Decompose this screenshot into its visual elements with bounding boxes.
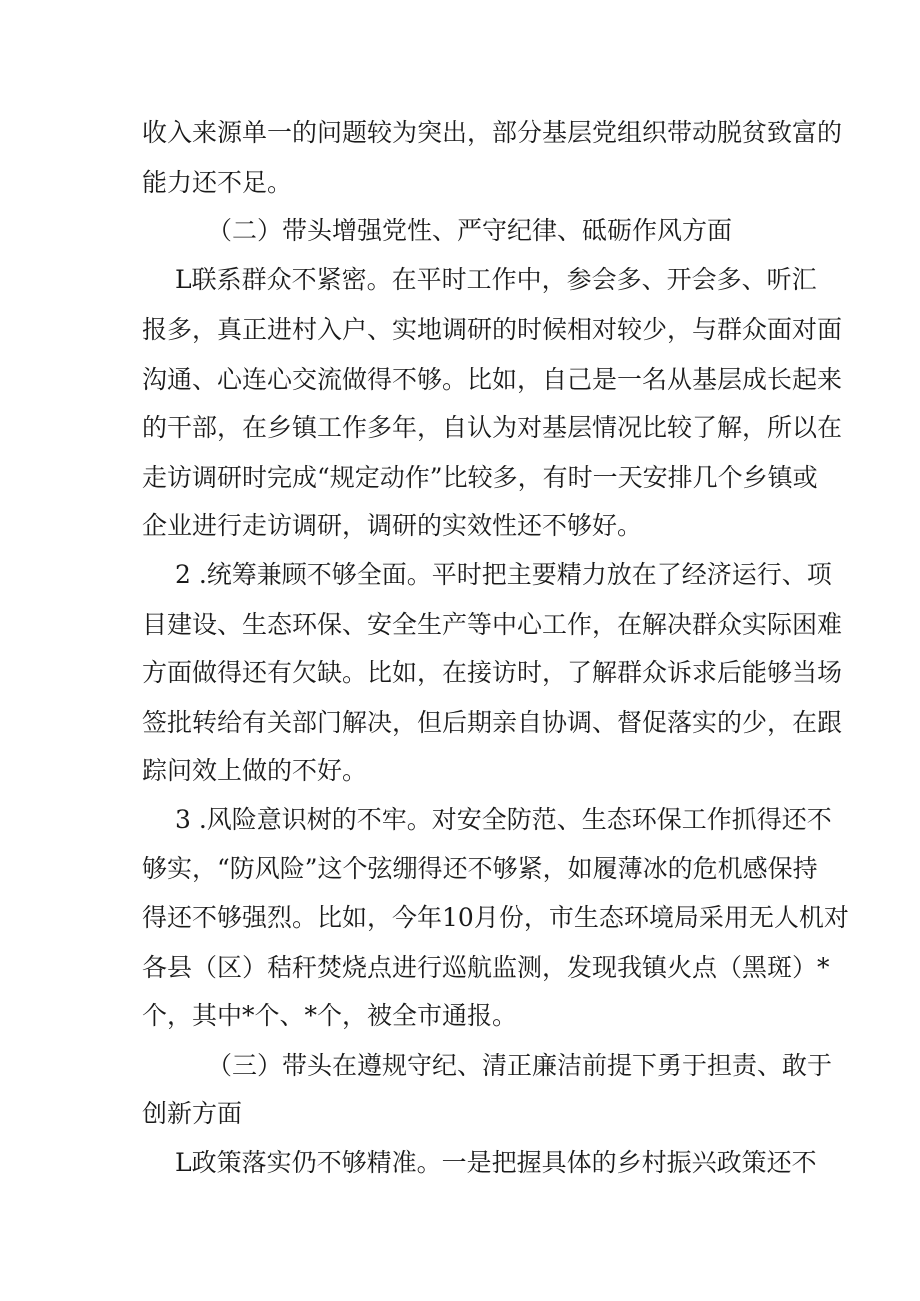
- section-heading-3-cont: 创新方面: [142, 1099, 243, 1128]
- body-line-4: 沟通、心连心交流做得不够。比如，自己是一名从基层成长起来: [142, 365, 843, 394]
- body-line-15: 个，其中*个、*个，被全市通报。: [142, 1001, 518, 1030]
- body-line-7: 企业进行走访调研，调研的实效性还不够好。: [142, 511, 643, 540]
- body-line-8: 目建设、生态环保、安全生产等中心工作，在解决群众实际困难: [142, 610, 843, 639]
- body-line-11: 踪问效上做的不好。: [142, 756, 368, 785]
- item-heading-1: L联系群众不紧密。在平时工作中，参会多、开会多、听汇: [175, 265, 817, 294]
- body-line-9: 方面做得还有欠缺。比如，在接访时，了解群众诉求后能够当场: [142, 658, 843, 687]
- item-heading-2: 2 .统筹兼顾不够全面。平时把主要精力放在了经济运行、项: [175, 560, 832, 589]
- body-line-14: 各县（区）秸秆焚烧点进行巡航监测，发现我镇火点（黑斑）*: [142, 953, 830, 982]
- body-line-1: 收入来源单一的问题较为突出，部分基层党组织带动脱贫致富的: [142, 118, 843, 147]
- body-line-3: 报多，真正进村入户、实地调研的时候相对较少，与群众面对面: [142, 315, 843, 344]
- body-line-2: 能力还不足。: [142, 168, 293, 197]
- item-heading-4: L政策落实仍不够精准。一是把握具体的乡村振兴政策还不: [175, 1148, 817, 1177]
- body-line-13: 得还不够强烈。比如，今年10月份，市生态环境局采用无人机对: [142, 903, 849, 932]
- body-line-6: 走访调研时完成“规定动作”比较多，有时一天安排几个乡镇或: [142, 463, 818, 492]
- body-line-5: 的干部，在乡镇工作多年，自认为对基层情况比较了解，所以在: [142, 413, 843, 442]
- body-line-12: 够实，“防风险”这个弦绷得还不够紧，如履薄冰的危机感保持: [142, 854, 818, 883]
- item-heading-3: 3 .风险意识树的不牢。对安全防范、生态环保工作抓得还不: [175, 805, 832, 834]
- section-heading-3: （三）带头在遵规守纪、清正廉洁前提下勇于担责、敢于: [207, 1051, 833, 1080]
- body-line-10: 签批转给有关部门解决，但后期亲自协调、督促落实的少，在跟: [142, 708, 843, 737]
- section-heading-2: （二）带头增强党性、严守纪律、砥砺作风方面: [207, 216, 733, 245]
